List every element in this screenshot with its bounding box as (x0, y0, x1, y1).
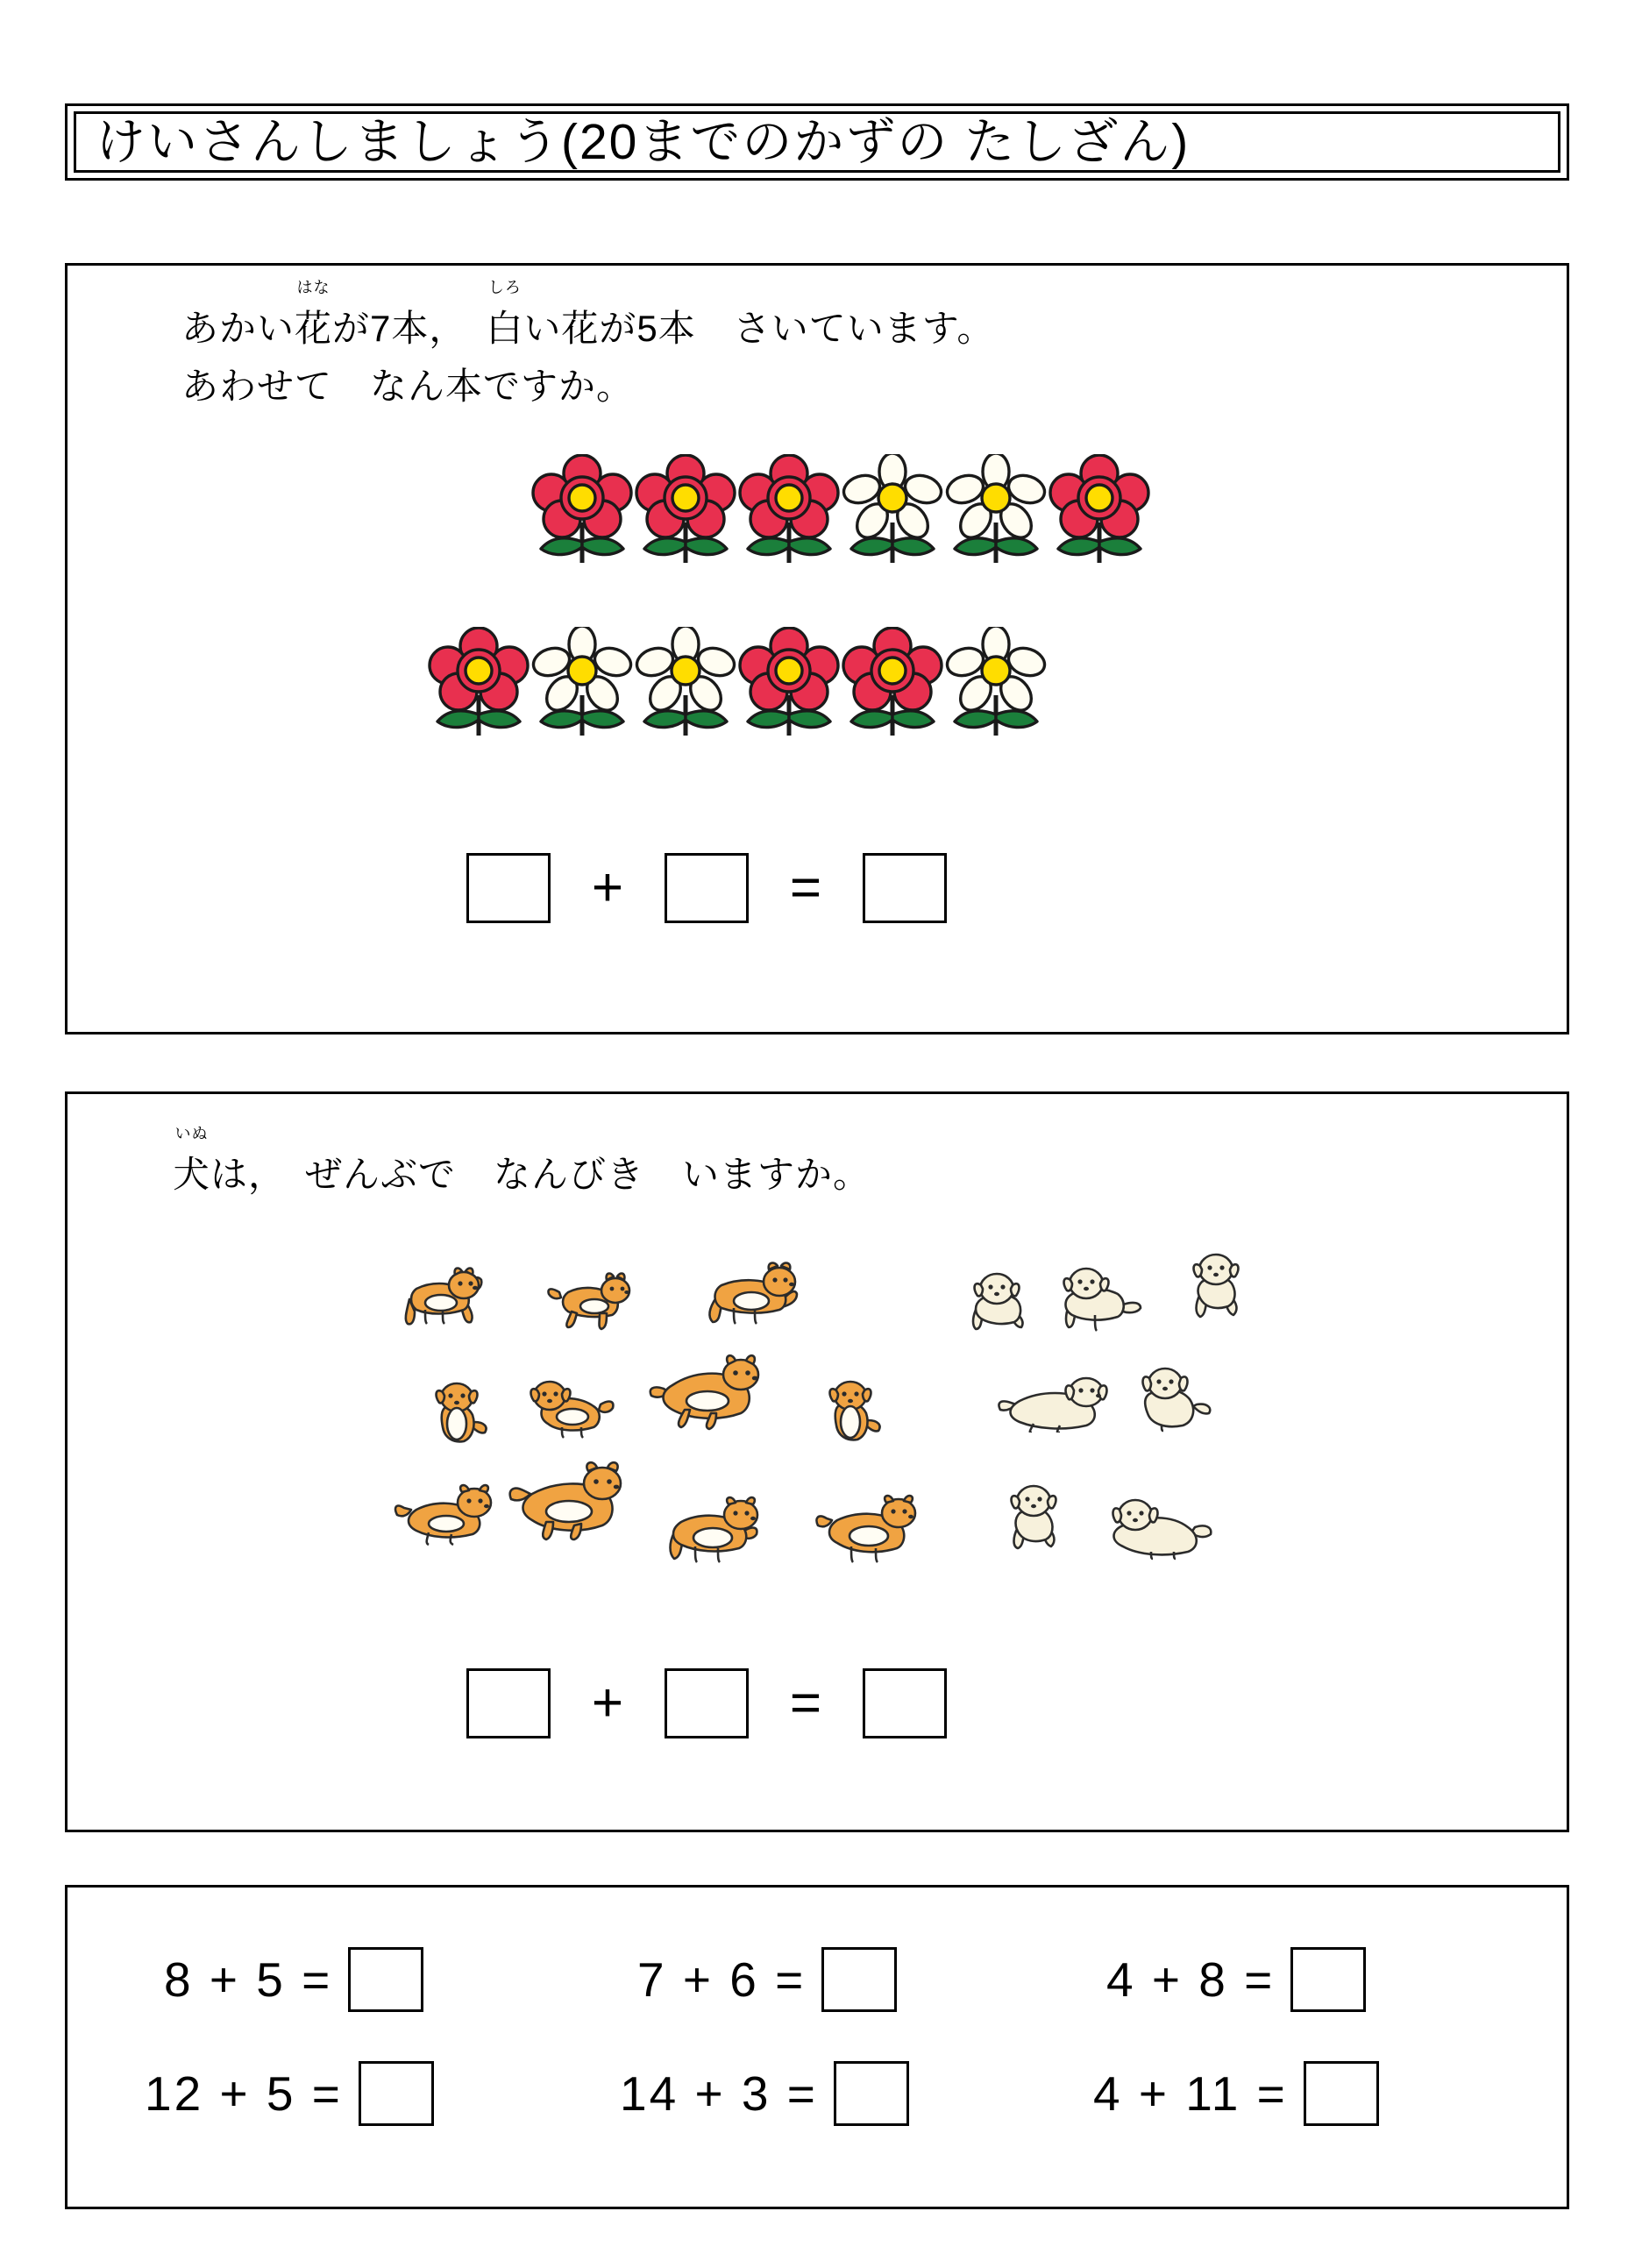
dog-cream (995, 1368, 1114, 1433)
drill-item (145, 2061, 434, 2126)
flower-red (841, 627, 944, 739)
answer-box-sum[interactable] (863, 1668, 947, 1738)
flower-white (530, 627, 634, 739)
answer-box-addend-1[interactable] (466, 853, 551, 923)
flower-white (841, 454, 944, 566)
dog-cream (1048, 1262, 1149, 1334)
dog-brown (545, 1266, 636, 1331)
dog-brown (697, 1257, 806, 1329)
dog-brown (817, 1373, 887, 1448)
equals-sign: = (789, 1673, 822, 1733)
flower-red (530, 454, 634, 566)
dog-cream (1127, 1361, 1218, 1433)
dog-brown (506, 1455, 629, 1541)
flower-white (634, 627, 737, 739)
q1-kanji-hana: 花 (295, 308, 333, 349)
drill-item (1093, 2061, 1379, 2126)
drill-answer-box[interactable] (348, 1947, 423, 2012)
flower-red (634, 454, 737, 566)
page-title: けいさんしましょう(20までのかずの たしざん) (96, 113, 1191, 170)
q2-kanji-inu: 犬 (173, 1154, 211, 1195)
drill-item (637, 1947, 897, 2012)
q1-ruby-group-hana (295, 279, 333, 356)
flower-row-2 (427, 627, 1048, 739)
dog-brown (813, 1487, 925, 1566)
problem-2-equation (466, 1668, 947, 1738)
flower-red (1048, 454, 1151, 566)
problem-1-question-line-1 (181, 279, 995, 356)
answer-box-addend-2[interactable] (665, 1668, 749, 1738)
drill-frame (65, 1885, 1569, 2209)
q1-ruby-hana: はな (296, 279, 331, 296)
q1-ruby-group-shiro (486, 279, 524, 356)
dog-brown (394, 1478, 499, 1546)
problem-2-frame (65, 1091, 1569, 1832)
q1-text-b: が7本， (332, 308, 487, 349)
dog-brown (390, 1261, 487, 1329)
answer-box-addend-2[interactable] (665, 853, 749, 923)
title-inner-border (74, 111, 1560, 173)
flower-red (737, 627, 841, 739)
dog-cream (960, 1268, 1037, 1336)
drill-expression: 12 + 5 = (145, 2065, 343, 2121)
flower-red (737, 454, 841, 566)
answer-box-addend-1[interactable] (466, 1668, 551, 1738)
drill-expression: 14 + 3 = (620, 2065, 818, 2121)
drill-item (620, 2061, 909, 2126)
problem-1-equation (466, 853, 947, 923)
plus-sign: + (591, 1673, 624, 1733)
drill-item (1106, 1947, 1366, 2012)
drill-answer-box[interactable] (834, 2061, 909, 2126)
dog-brown (425, 1375, 492, 1448)
flower-white (944, 454, 1048, 566)
q1-text-c: い花が5本 さいています。 (523, 308, 995, 349)
drill-answer-box[interactable] (1304, 2061, 1379, 2126)
q1-kanji-shiro: 白 (486, 308, 524, 349)
problem-1-frame (65, 263, 1569, 1034)
problem-2-question-line-1 (173, 1125, 871, 1202)
dog-cream (1100, 1489, 1216, 1561)
flower-row-1 (530, 454, 1151, 566)
title-box (65, 103, 1569, 181)
q1-ruby-shiro: しろ (487, 279, 522, 296)
q1-text-a: あかい (181, 308, 295, 349)
drill-item (164, 1947, 423, 2012)
drill-expression: 7 + 6 = (637, 1952, 807, 2007)
q2-text-a: は， ぜんぶで なんびき いますか。 (210, 1154, 871, 1195)
drill-answer-box[interactable] (821, 1947, 897, 2012)
dog-brown (646, 1347, 769, 1431)
problem-1-question-line-2: あわせて なん本ですか。 (181, 366, 635, 407)
dog-cream (1179, 1247, 1253, 1322)
dog-cream (997, 1478, 1070, 1553)
q2-ruby-inu: いぬ (174, 1125, 209, 1142)
answer-box-sum[interactable] (863, 853, 947, 923)
equals-sign: = (789, 857, 822, 918)
plus-sign: + (591, 857, 624, 918)
dog-brown (522, 1373, 618, 1440)
flower-red (427, 627, 530, 739)
dog-brown (657, 1490, 765, 1568)
q2-ruby-group-inu (173, 1125, 211, 1202)
drill-expression: 4 + 11 = (1093, 2065, 1288, 2121)
drill-grid (68, 1888, 1567, 2207)
drill-answer-box[interactable] (359, 2061, 434, 2126)
drill-expression: 4 + 8 = (1106, 1952, 1276, 2007)
flower-white (944, 627, 1048, 739)
drill-expression: 8 + 5 = (164, 1952, 333, 2007)
drill-answer-box[interactable] (1290, 1947, 1366, 2012)
